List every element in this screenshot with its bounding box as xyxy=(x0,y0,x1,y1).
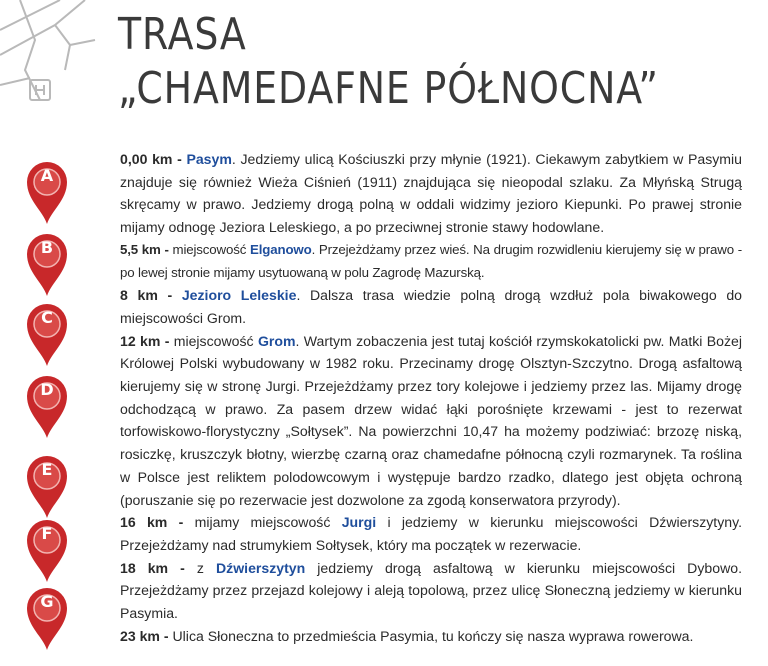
map-pin-b xyxy=(19,228,75,298)
stop-description: . Wartym zobaczenia jest tutaj kościół rzymskokatolicki pw. Matki Bożej Królowej Polski wybudowany w 1982 roku. Przecinamy drogę Olsztyn-Szczytno. Drogą asfaltową kierujemy się w stronę Jurgi. Przejeżdżamy przez tory kolejowe i jedziemy przez las. Mijamy drogę odchodzącą w prawo. Za pasem drzew widać łąki porośnięte krzewami - jest to rezerwat torfowiskowo-florystyczny „Sołtysek”. Na powierzchni 10,47 ha możemy podziwiać: brzozę niską, rosiczkę, kruszczyk błotny, wierzbę czarną oraz chamedafne północną czyli rozmarynek. Ta roślina w Polsce jest reliktem polodowcowym i występuje bardzo rzadko, dlatego jest objęta ochroną (poruszanie się po rezerwacie jest dozwolone za zgodą konserwatora przyrody). xyxy=(120,332,742,508)
stop-prefix: miejscowość xyxy=(172,241,250,257)
stop-description: . Jedziemy ulicą Kościuszki przy młynie (1921). Ciekawym zabytkiem w Pasymiu znajduje się również Wieża Ciśnień (1911) znajdująca się nieopodal szlaku. Za Młyńską Strugą skręcamy w prawo. Jedziemy drogą polną w oddali widzimy jezioro Kiepunki. Po prawej stronie mijamy odnogę Jeziora Leleskiego, a po przeciwnej stronie stawy hodowlane. xyxy=(120,151,743,236)
pin-letter: E xyxy=(41,460,53,479)
stop-prefix: Ulica Słoneczna to przedmieścia Pasymia, tu kończy się nasza wyprawa rowerowa. xyxy=(172,627,694,644)
stop-description: jedziemy drogą asfaltową w kierunku miejscowości Dybowo. Przejeżdżamy przez przejazd kolejowy i aleją topolową, przez ulicę Słoneczną jedziemy w kierunku Pasymia. xyxy=(120,559,743,622)
title-line-2: „CHAMEDAFNE PÓŁNOCNA” xyxy=(118,63,659,114)
stop-separator: - xyxy=(157,287,182,304)
map-pin-c xyxy=(19,298,75,368)
stop-separator: - xyxy=(172,151,187,167)
pin-letter: C xyxy=(41,308,53,327)
route-stop-a xyxy=(120,148,742,239)
map-pin-f xyxy=(19,514,75,584)
route-stop-d xyxy=(120,330,742,512)
map-pin-e xyxy=(19,450,75,520)
map-pin-g xyxy=(19,582,75,652)
stop-separator: - xyxy=(160,332,174,349)
stop-place-name: Pasym xyxy=(186,151,232,167)
pin-letter: G xyxy=(40,592,54,611)
stop-place-name: Dźwierszytyn xyxy=(215,559,306,576)
stop-place-name: Elganowo xyxy=(250,241,312,257)
route-stop-c xyxy=(120,284,742,329)
route-stop-g xyxy=(120,625,742,648)
route-description xyxy=(120,148,742,647)
route-stop-f xyxy=(120,557,742,625)
stop-prefix: z xyxy=(196,559,216,576)
stop-place-name: Grom xyxy=(257,332,296,349)
pin-letter: B xyxy=(40,238,54,257)
stop-separator: - xyxy=(160,241,173,257)
stop-distance: 5,5 km xyxy=(120,241,161,257)
stop-place-name: Jezioro Leleskie xyxy=(181,287,297,304)
stop-distance: 8 km xyxy=(120,287,158,304)
route-stop-b xyxy=(120,239,742,284)
stop-prefix: mijamy miejscowość xyxy=(194,514,342,531)
title-line-1: TRASA xyxy=(118,9,247,60)
map-fragment-icon xyxy=(0,0,110,110)
stop-place-name: Jurgi xyxy=(341,514,377,531)
stop-distance: 18 km xyxy=(120,559,169,576)
stop-separator: - xyxy=(159,627,173,644)
stop-description: . Przejeżdżamy przez wieś. Na drugim rozwidleniu kierujemy się w prawo - po lewej stronie mijamy usytuowaną w polu Zagrodę Mazurską. xyxy=(120,241,743,280)
pin-letter: A xyxy=(40,166,54,185)
stop-description: . Dalsza trasa wiedzie polną drogą wzdłuż pola biwakowego do miejscowości Grom. xyxy=(120,287,743,326)
stop-distance: 0,00 km xyxy=(120,151,173,167)
pin-letter: D xyxy=(40,380,54,399)
pin-letter: F xyxy=(41,524,53,543)
route-stop-e xyxy=(120,511,742,556)
stop-description: i jedziemy w kierunku miejscowości Dźwierszytyny. Przejeżdżamy nad strumykiem Sołtysek, który ma początek w rezerwacie. xyxy=(120,514,743,553)
stop-distance: 23 km xyxy=(120,627,160,644)
map-pin-d xyxy=(19,370,75,440)
stop-distance: 16 km xyxy=(120,514,168,531)
stop-distance: 12 km xyxy=(120,332,161,349)
stop-prefix: miejscowość xyxy=(173,332,258,349)
stop-separator: - xyxy=(167,514,195,531)
stop-separator: - xyxy=(168,559,197,576)
map-pin-a xyxy=(19,156,75,226)
page-title xyxy=(118,8,659,116)
